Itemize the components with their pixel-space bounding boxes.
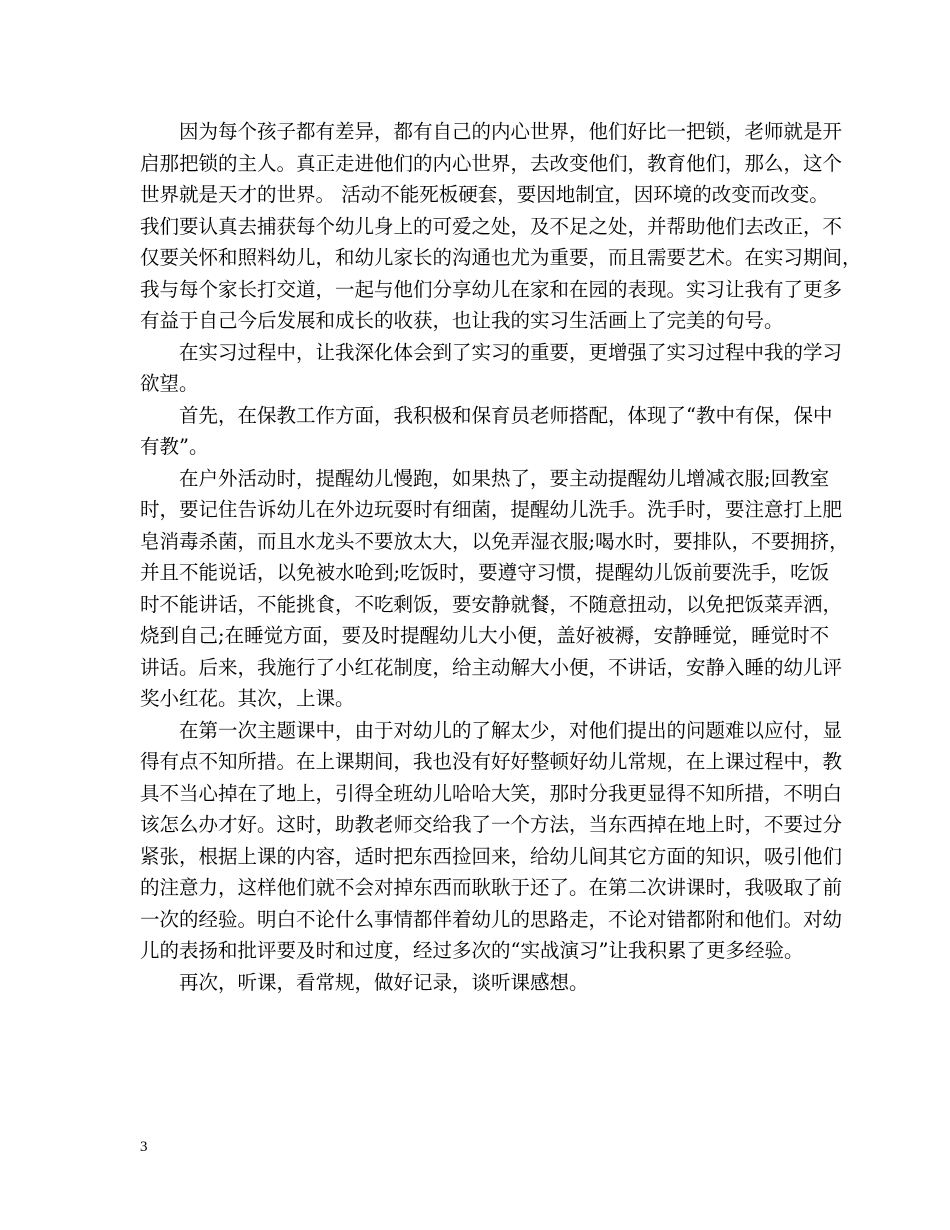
text-line: 仅要关怀和照料幼儿，和幼儿家长的沟通也尤为重要，而且需要艺术。在实习期间， — [140, 246, 862, 269]
text-line: 具不当心掉在了地上，引得全班幼儿哈哈大笑，那时分我更显得不知所措，不明白 — [140, 781, 843, 805]
text-line: 在实习过程中，让我深化体会到了实习的重要，更增强了实习过程中我的学习 — [179, 340, 843, 364]
text-line: 我与每个家长打交道，一起与他们分享幼儿在家和在园的表现。实习让我有了更多 — [140, 277, 843, 301]
text-line: 烧到自己;在睡觉方面，要及时提醒幼儿大小便，盖好被褥，安静睡觉，睡觉时不 — [140, 624, 830, 647]
text-line: 有教”。 — [140, 435, 209, 458]
text-line: 启那把锁的主人。真正走进他们的内心世界，去改变他们，教育他们，那么，这个 — [140, 151, 843, 175]
text-line: 时，要记住告诉幼儿在外边玩耍时有细菌，提醒幼儿洗手。洗手时，要注意打上肥 — [140, 498, 843, 521]
text-line: 有益于自己今后发展和成长的收获，也让我的实习生活画上了完美的句号。 — [140, 309, 784, 332]
text-line: 讲话。后来，我施行了小红花制度，给主动解大小便，不讲话，安静入睡的幼儿评 — [140, 655, 843, 679]
text-line: 得有点不知所措。在上课期间，我也没有好好整顿好幼儿常规，在上课过程中，教 — [140, 750, 843, 773]
text-line: 首先，在保教工作方面，我积极和保育员老师搭配，体现了“教中有保，保中 — [179, 403, 833, 427]
text-line: 再次，听课，看常规，做好记录，谈听课感想。 — [179, 970, 589, 994]
text-line: 一次的经验。明白不论什么事情都伴着幼儿的思路走，不论对错都附和他们。对幼 — [140, 907, 843, 931]
text-line: 在第一次主题课中，由于对幼儿的了解太少，对他们提出的问题难以应付，显 — [179, 718, 843, 742]
text-line: 奖小红花。其次，上课。 — [140, 687, 355, 710]
body-text — [140, 116, 862, 998]
page-number: 3 — [140, 1139, 148, 1155]
text-line: 皂消毒杀菌，而且水龙头不要放太大，以免弄湿衣服;喝水时，要排队，不要拥挤， — [140, 529, 849, 553]
text-line: 因为每个孩子都有差异，都有自己的内心世界，他们好比一把锁，老师就是开 — [179, 120, 843, 143]
text-line: 欲望。 — [140, 372, 199, 395]
text-line: 我们要认真去捕获每个幼儿身上的可爱之处，及不足之处，并帮助他们去改正，不 — [140, 214, 843, 238]
text-line: 在户外活动时，提醒幼儿慢跑，如果热了，要主动提醒幼儿增减衣服;回教室 — [179, 466, 830, 490]
text-line: 该怎么办才好。这时，助教老师交给我了一个方法，当东西掉在地上时，不要过分 — [140, 813, 843, 836]
text-line: 并且不能说话，以免被水呛到;吃饭时，要遵守习惯，提醒幼儿饭前要洗手，吃饭 — [140, 561, 830, 584]
text-line: 的注意力，这样他们就不会对掉东西而耿耿于还了。在第二次讲课时，我吸取了前 — [140, 876, 843, 899]
text-line: 时不能讲话，不能挑食，不吃剩饭，要安静就餐，不随意扭动，以免把饭菜弄洒， — [140, 592, 843, 616]
text-line: 紧张，根据上课的内容，适时把东西捡回来，给幼儿间其它方面的知识，吸引他们 — [140, 844, 843, 868]
text-line: 儿的表扬和批评要及时和过度，经过多次的“实战演习”让我积累了更多经验。 — [140, 939, 804, 962]
text-line: 世界就是天才的世界。 活动不能死板硬套，要因地制宜，因环境的改变而改变。 — [140, 183, 829, 206]
